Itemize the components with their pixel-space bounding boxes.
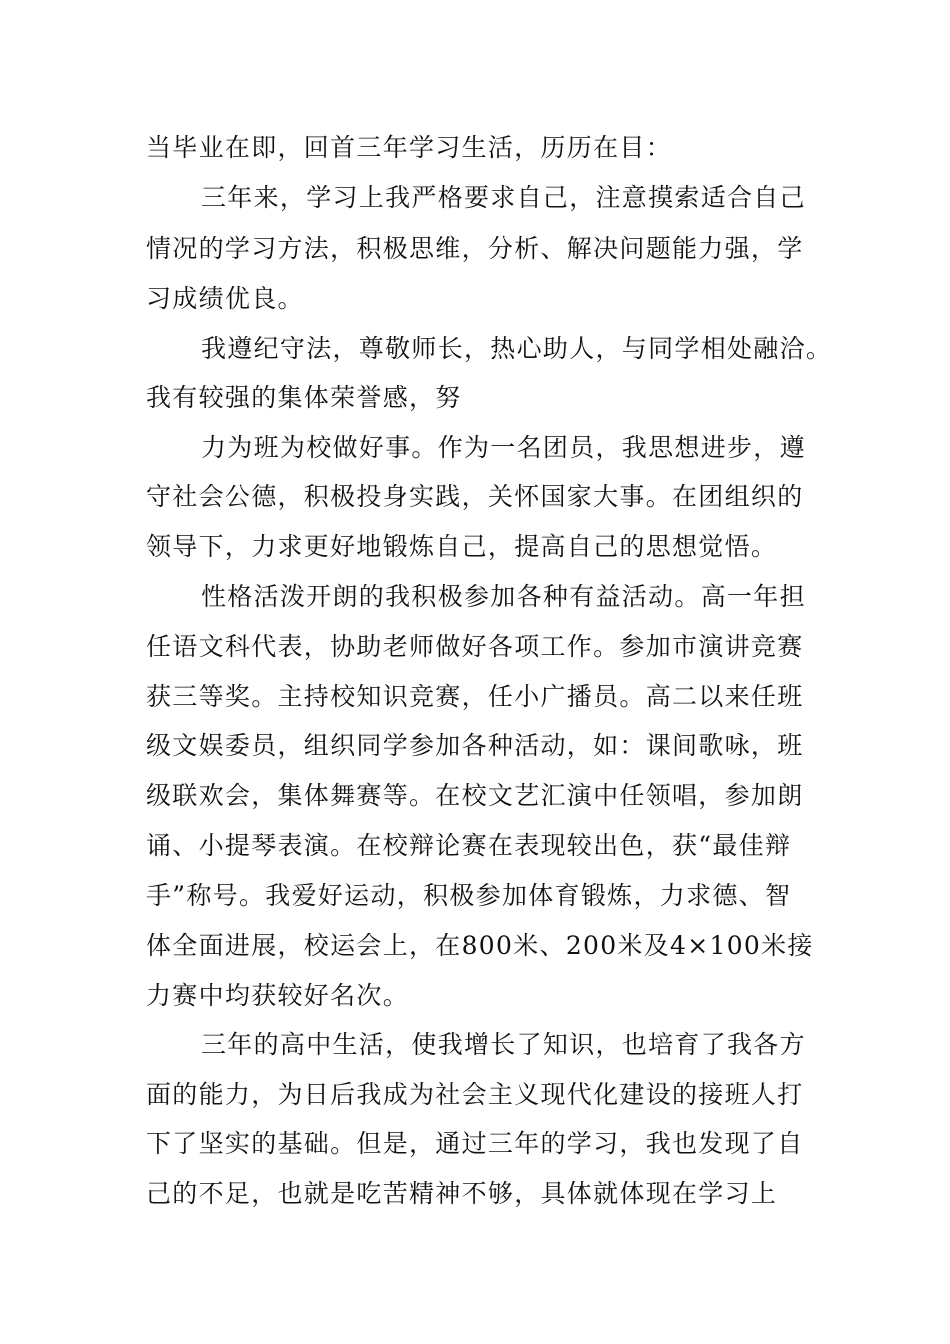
text-line: 我遵纪守法，尊敬师长，热心助人，与同学相处融洽。 [201,334,833,363]
text-line: 己的不足，也就是吃苦精神不够，具体就体现在学习上 [146,1179,778,1208]
text-line: 力为班为校做好事。作为一名团员，我思想进步，遵 [201,433,806,462]
text-line: 面的能力，为日后我成为社会主义现代化建设的接班人打 [146,1080,804,1109]
text-line: 习成绩优良。 [146,284,304,313]
text-line: 我有较强的集体荣誉感，努 [146,383,462,412]
text-line: 三年的高中生活，使我增长了知识，也培育了我各方 [201,1030,806,1059]
text-line: 领导下，力求更好地锻炼自己，提高自己的思想觉悟。 [146,532,778,561]
text-line: 体全面进展，校运会上，在800米、200米及4×100米接 [146,931,814,960]
text-line: 三年来，学习上我严格要求自己，注意摸索适合自己 [201,183,806,212]
text-line: 级文娱委员，组织同学参加各种活动，如：课间歌咏，班 [146,731,804,760]
text-line: 守社会公德，积极投身实践，关怀国家大事。在团组织的 [146,482,804,511]
text-line: 手”称号。我爱好运动，积极参加体育锻炼，力求德、智 [146,881,792,910]
text-line: 诵、小提琴表演。在校辩论赛在表现较出色，获“最佳辩 [146,831,792,860]
text-line: 下了坚实的基础。但是，通过三年的学习，我也发现了自 [146,1129,804,1158]
text-line: 性格活泼开朗的我积极参加各种有益活动。高一年担 [201,582,806,611]
text-line: 情况的学习方法，积极思维，分析、解决问题能力强，学 [146,234,804,263]
text-line: 力赛中均获较好名次。 [146,981,410,1010]
text-line: 获三等奖。主持校知识竞赛，任小广播员。高二以来任班 [146,682,804,711]
text-line: 任语文科代表，协助老师做好各项工作。参加市演讲竞赛 [146,632,804,661]
text-line: 级联欢会，集体舞赛等。在校文艺汇演中任领唱，参加朗 [146,781,804,810]
text-line: 当毕业在即，回首三年学习生活，历历在目： [146,133,673,162]
